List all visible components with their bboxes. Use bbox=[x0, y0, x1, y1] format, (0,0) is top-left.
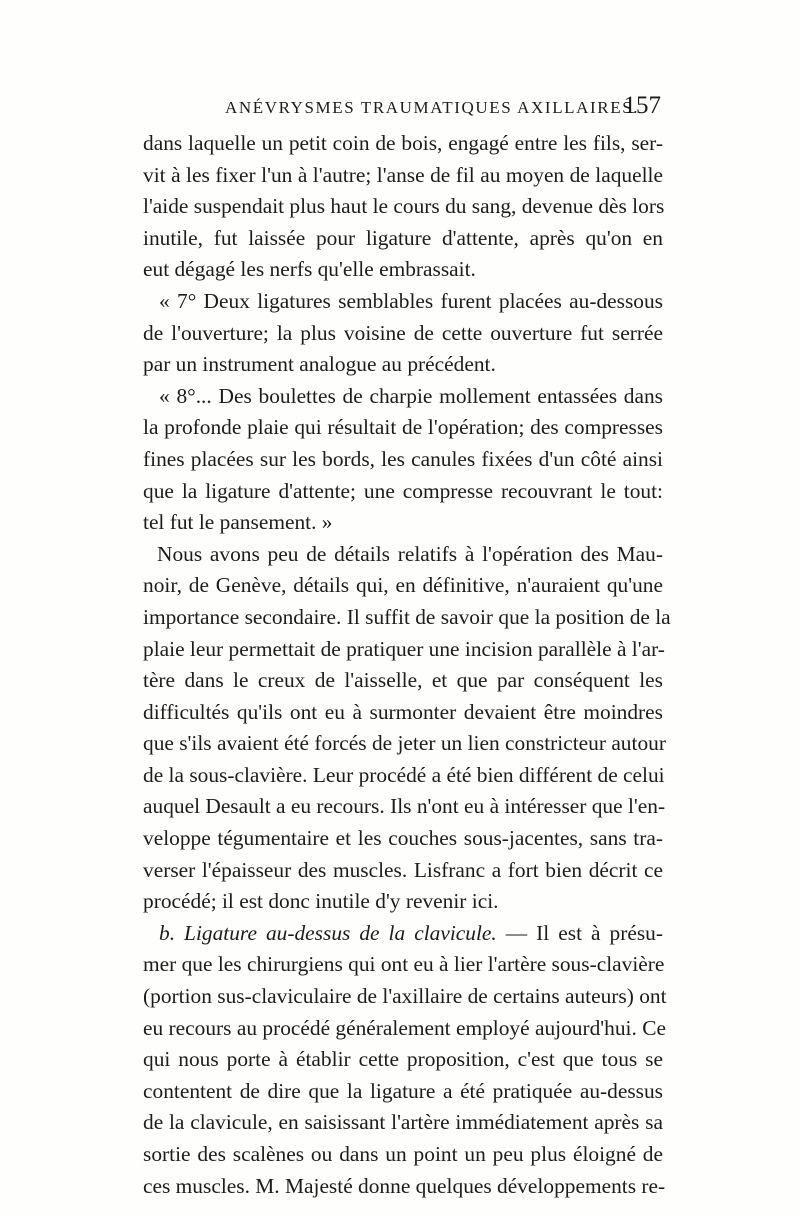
text-line: (portion sus-claviculaire de l'axillaire de certains auteurs) ont bbox=[143, 984, 667, 1009]
text-line: eut dégagé les nerfs qu'elle embrassait. bbox=[143, 257, 476, 282]
text-line: importance secondaire. Il suffit de savoir que la position de la bbox=[143, 604, 671, 629]
text-line: veloppe tégumentaire et les couches sous-jacentes, sans tra- bbox=[143, 826, 663, 851]
text-line: auquel Desault a eu recours. Ils n'ont eu à intéresser que l'en- bbox=[143, 794, 666, 819]
text-line: Nous avons peu de détails relatifs à l'opération des Mau- bbox=[157, 541, 663, 566]
text-line: contentent de dire que la ligature a été pratiquée au-dessus bbox=[143, 1078, 663, 1103]
text-line: tel fut le pansement. » bbox=[143, 510, 333, 535]
text-line: qui nous porte à établir cette proposition, c'est que tous se bbox=[143, 1047, 663, 1072]
text-line: verser l'épaisseur des muscles. Lisfranc a fort bien décrit ce bbox=[143, 857, 663, 882]
text-line: sortie des scalènes ou dans un point un peu plus éloigné de bbox=[143, 1142, 663, 1166]
text-line: fines placées sur les bords, les canules fixées d'un côté ainsi bbox=[143, 446, 663, 471]
text-line: tère dans le creux de l'aisselle, et que par conséquent les bbox=[143, 668, 663, 693]
text-line: procédé; il est donc inutile d'y revenir ici. bbox=[143, 889, 499, 914]
text-line: vit à les fixer l'un à l'autre; l'anse de fil au moyen de laquelle bbox=[143, 162, 663, 187]
running-title: ANÉVRYSMES TRAUMATIQUES AXILLAIRES. bbox=[225, 98, 640, 117]
text-line: difficultés qu'ils ont eu à surmonter devaient être moindres bbox=[143, 699, 663, 724]
text-line: eu recours au procédé généralement employé aujourd'hui. Ce bbox=[143, 1015, 666, 1040]
page-number: 157 bbox=[623, 92, 661, 119]
text-line: plaie leur permettait de pratiquer une incision parallèle à l'ar- bbox=[143, 636, 665, 661]
text-line: par un instrument analogue au précédent. bbox=[143, 352, 496, 377]
text-line: inutile, fut laissée pour ligature d'attente, après qu'on en bbox=[143, 225, 663, 250]
text-line: « 7° Deux ligatures semblables furent placées au-dessous bbox=[159, 288, 663, 313]
subheading-line bbox=[143, 918, 663, 950]
text-line: dans laquelle un petit coin de bois, engagé entre les fils, ser- bbox=[143, 131, 663, 155]
text-line: mer que les chirurgiens qui ont eu à lier l'artère sous-clavière bbox=[143, 952, 665, 977]
text-line: de la sous-clavière. Leur procédé a été bien différent de celui bbox=[143, 762, 665, 787]
text-line: que s'ils avaient été forcés de jeter un lien constricteur autour bbox=[143, 731, 666, 756]
subheading: b. Ligature au-dessus de la clavicule. bbox=[159, 920, 497, 945]
text-line: ces muscles. M. Majesté donne quelques développements re- bbox=[143, 1173, 666, 1198]
text-line: « 8°... Des boulettes de charpie mollement entassées dans bbox=[159, 383, 663, 408]
text-line: que la ligature d'attente; une compresse recouvrant le tout: bbox=[143, 478, 663, 503]
running-head bbox=[143, 92, 663, 122]
body-text bbox=[143, 128, 671, 1202]
text-line: l'aide suspendait plus haut le cours du sang, devenue dès lors bbox=[143, 194, 665, 219]
text-line: la profonde plaie qui résultait de l'opération; des compresses bbox=[143, 415, 663, 440]
text-line: de l'ouverture; la plus voisine de cette ouverture fut serrée bbox=[143, 320, 663, 345]
text-line: de la clavicule, en saisissant l'artère immédiatement après sa bbox=[143, 1110, 663, 1135]
subheading-continuation: — Il est à présu- bbox=[505, 920, 663, 945]
text-line: noir, de Genève, détails qui, en définitive, n'auraient qu'une bbox=[143, 573, 663, 598]
